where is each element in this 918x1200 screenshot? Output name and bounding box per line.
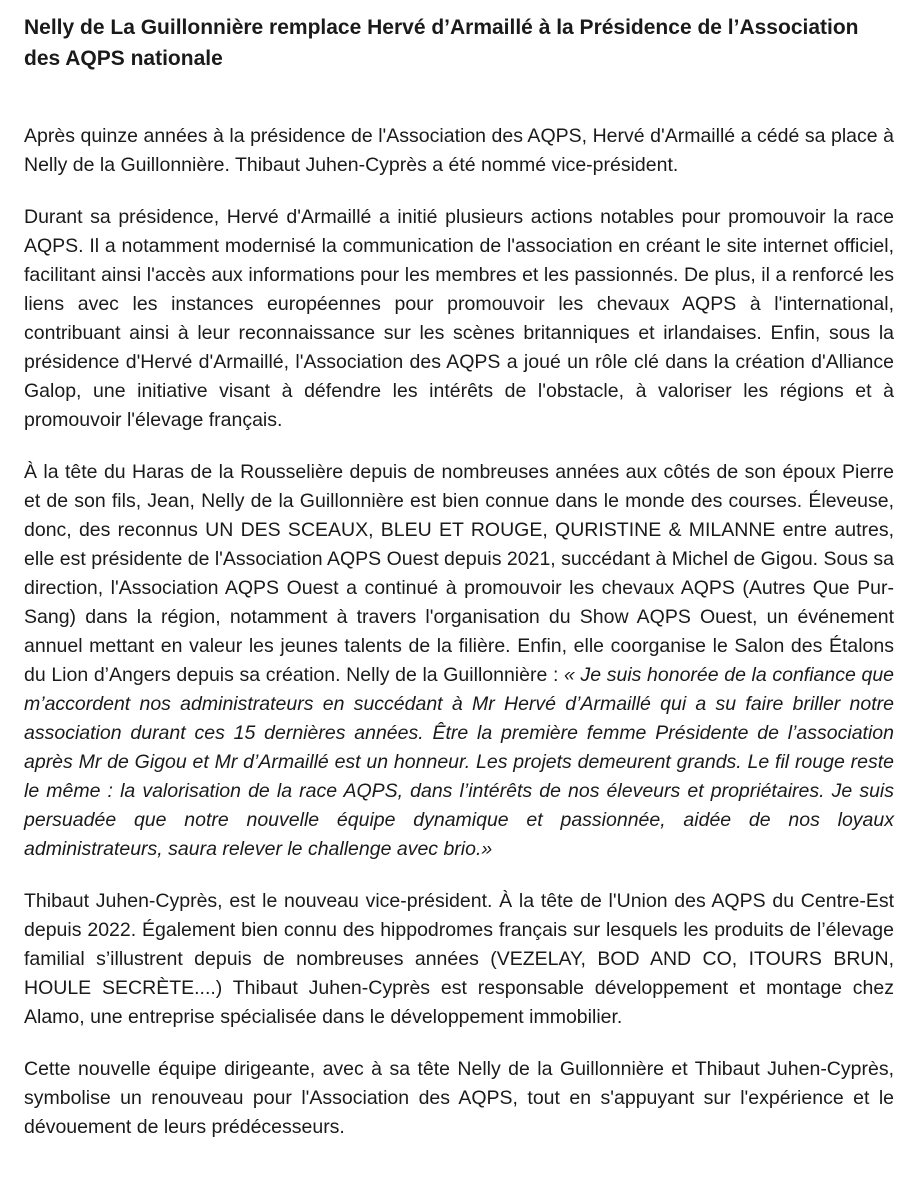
paragraph-herve-actions: Durant sa présidence, Hervé d'Armaillé a initié plusieurs actions notables pour promouvoir la race AQPS. Il a notamment modernisé la communication de l'association en créant le site internet officiel, facilitant ainsi l'accès aux informations pour les membres et les passionnés. De plus, il a renforcé les liens avec les instances européennes pour promouvoir les chevaux AQPS à l'international, contribuant ainsi à leur reconnaissance sur les scènes britanniques et irlandaises. Enfin, sous la présidence d'Hervé d'Armaillé, l'Association des AQPS a joué un rôle clé dans la création d'Alliance Galop, une initiative visant à défendre les intérêts de l'obstacle, à valoriser les régions et à promouvoir l'élevage français. — [24, 206, 894, 431]
paragraph-intro: Après quinze années à la présidence de l'Association des AQPS, Hervé d'Armaillé a cédé sa place à Nelly de la Guillonnière. Thibaut Juhen-Cyprès a été nommé vice-président. — [24, 125, 894, 176]
paragraph-thibaut-bio: Thibaut Juhen-Cyprès, est le nouveau vice-président. À la tête de l'Union des AQPS du Centre-Est depuis 2022. Également bien connu des hippodromes français sur lesquels les produits de l’élevage familial s’illustrent depuis de nombreuses années (VEZELAY, BOD AND CO, ITOURS BRUN, HOULE SECRÈTE....) Thibaut Juhen-Cyprès est responsable développement et montage chez Alamo, une entreprise spécialisée dans le développement immobilier. — [24, 890, 894, 1028]
paragraph-conclusion: Cette nouvelle équipe dirigeante, avec à sa tête Nelly de la Guillonnière et Thibaut Juhen-Cyprès, symbolise un renouveau pour l'Association des AQPS, tout en s'appuyant sur l'expérience et le dévouement de leurs prédécesseurs. — [24, 1058, 894, 1138]
document-title: Nelly de La Guillonnière remplace Hervé d’Armaillé à la Présidence de l’Association des AQPS nationale — [24, 16, 859, 70]
paragraph-nelly-bio — [24, 458, 894, 864]
nelly-bio-lead-text: À la tête du Haras de la Rousselière depuis de nombreuses années aux côtés de son époux Pierre et de son fils, Jean, Nelly de la Guillonnière est bien connue dans le monde des courses. Éleveuse, donc, des reconnus UN DES SCEAUX, BLEU ET ROUGE, QURISTINE & MILANNE entre autres, elle est présidente de l'Association AQPS Ouest depuis 2021, succédant à Michel de Gigou. Sous sa direction, l'Association AQPS Ouest a continué à promouvoir les chevaux AQPS (Autres Que Pur-Sang) dans la région, notamment à travers l'organisation du Show AQPS Ouest, un événement annuel mettant en valeur les jeunes talents de la filière. Enfin, elle coorganise le Salon des Étalons du Lion d’Angers depuis sa création. Nelly de la Guillonnière : — [24, 461, 894, 686]
nelly-quote-text: « Je suis honorée de la confiance que m’accordent nos administrateurs en succédant à Mr Hervé d’Armaillé qui a su faire briller notre association durant ces 15 dernières années. Être la première femme Présidente de l’association après Mr de Gigou et Mr d’Armaillé est un honneur. Les projets demeurent grands. Le fil rouge reste le même : la valorisation de la race AQPS, dans l’intérêts de nos éleveurs et propriétaires. Je suis persuadée que notre nouvelle équipe dynamique et passionnée, aidée de nos loyaux administrateurs, saura relever le challenge avec brio.» — [24, 664, 895, 860]
